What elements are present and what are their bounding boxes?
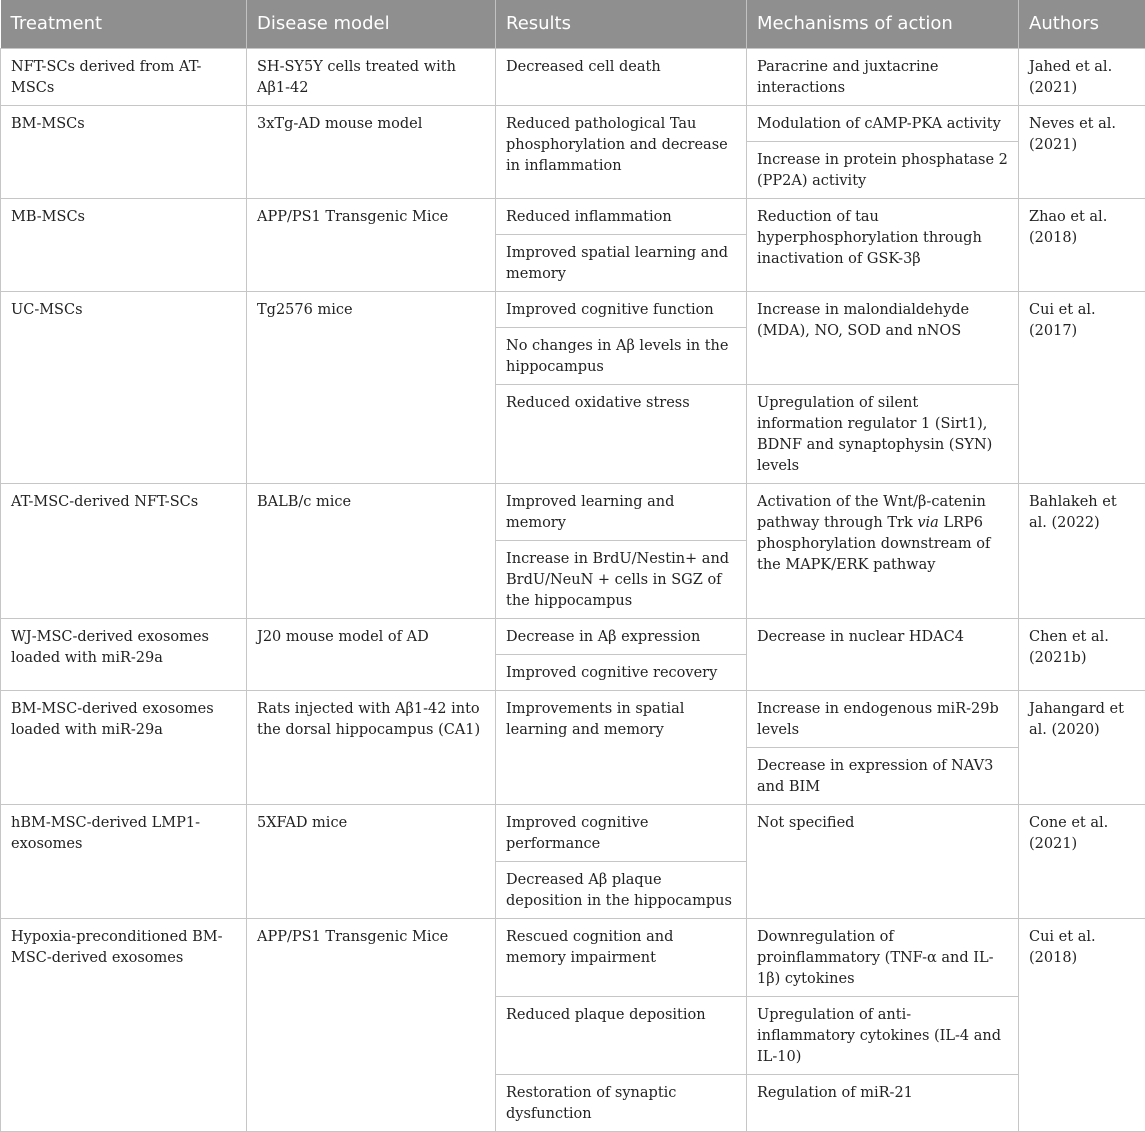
header-authors: Authors: [1019, 0, 1145, 48]
mechanism-cell: Paracrine and juxtacrine interactions: [747, 48, 1019, 105]
table-row: [1, 618, 1145, 654]
disease-model-cell: Rats injected with Aβ1-42 into the dorsal hippocampus (CA1): [247, 690, 496, 804]
authors-cell: Cone et al. (2021): [1019, 804, 1145, 918]
authors-cell: Cui et al. (2017): [1019, 291, 1145, 483]
table-row: [1, 690, 1145, 747]
disease-model-cell: 3xTg-AD mouse model: [247, 105, 496, 198]
mechanism-via: via: [917, 515, 938, 531]
table-row: [1, 918, 1145, 996]
result-cell: Increase in BrdU/Nestin+ and BrdU/NeuN + cells in SGZ of the hippocampus: [496, 540, 747, 618]
result-cell: Reduced plaque deposition: [496, 996, 747, 1074]
result-cell: Decreased cell death: [496, 48, 747, 105]
result-cell: Reduced oxidative stress: [496, 384, 747, 483]
result-cell: Improved cognitive performance: [496, 804, 747, 861]
authors-cell: Zhao et al. (2018): [1019, 198, 1145, 291]
mechanism-cell: Reduction of tau hyperphosphorylation through inactivation of GSK-3β: [747, 198, 1019, 291]
disease-model-cell: SH-SY5Y cells treated with Aβ1-42: [247, 48, 496, 105]
mechanism-cell: Downregulation of proinflammatory (TNF-α and IL-1β) cytokines: [747, 918, 1019, 996]
result-cell: Improved learning and memory: [496, 483, 747, 540]
header-disease-model: Disease model: [247, 0, 496, 48]
treatment-cell: MB-MSCs: [1, 198, 247, 291]
header-results: Results: [496, 0, 747, 48]
mechanism-cell: Upregulation of anti-inflammatory cytokines (IL-4 and IL-10): [747, 996, 1019, 1074]
result-cell: Decreased Aβ plaque deposition in the hippocampus: [496, 861, 747, 918]
treatment-cell: BM-MSCs: [1, 105, 247, 198]
mechanism-cell: Decrease in nuclear HDAC4: [747, 618, 1019, 690]
table-row: [1, 483, 1145, 540]
table-row: [1, 105, 1145, 141]
header-mechanisms: Mechanisms of action: [747, 0, 1019, 48]
result-cell: Restoration of synaptic dysfunction: [496, 1074, 747, 1131]
mechanism-cell: Increase in protein phosphatase 2 (PP2A) activity: [747, 141, 1019, 198]
mechanism-text-rest: LRP6 phosphorylation downstream of the MAPK/ERK pathway: [757, 515, 990, 573]
authors-cell: Chen et al. (2021b): [1019, 618, 1145, 690]
treatment-cell: BM-MSC-derived exosomes loaded with miR-29a: [1, 690, 247, 804]
authors-cell: Jahed et al. (2021): [1019, 48, 1145, 105]
disease-model-cell: 5XFAD mice: [247, 804, 496, 918]
authors-cell: Bahlakeh et al. (2022): [1019, 483, 1145, 618]
result-cell: Improved cognitive function: [496, 291, 747, 327]
result-cell: Reduced inflammation: [496, 198, 747, 234]
mechanism-cell: Decrease in expression of NAV3 and BIM: [747, 747, 1019, 804]
mechanism-cell: Modulation of cAMP-PKA activity: [747, 105, 1019, 141]
authors-cell: Jahangard et al. (2020): [1019, 690, 1145, 804]
result-cell: Improved cognitive recovery: [496, 654, 747, 690]
table-row: [1, 291, 1145, 327]
authors-cell: Neves et al. (2021): [1019, 105, 1145, 198]
mechanism-cell: Increase in endogenous miR-29b levels: [747, 690, 1019, 747]
authors-cell: Cui et al. (2018): [1019, 918, 1145, 1131]
table-row: [1, 48, 1145, 105]
header-treatment: Treatment: [1, 0, 247, 48]
result-cell: Improvements in spatial learning and memory: [496, 690, 747, 804]
disease-model-cell: J20 mouse model of AD: [247, 618, 496, 690]
disease-model-cell: BALB/c mice: [247, 483, 496, 618]
mechanism-cell: Upregulation of silent information regulator 1 (Sirt1), BDNF and synaptophysin (SYN) levels: [747, 384, 1019, 483]
mechanism-text: Activation of the Wnt/β-catenin pathway through Trk: [757, 494, 986, 531]
result-cell: Rescued cognition and memory impairment: [496, 918, 747, 996]
treatment-cell: hBM-MSC-derived LMP1-exosomes: [1, 804, 247, 918]
mechanism-cell: [747, 483, 1019, 618]
result-cell: Reduced pathological Tau phosphorylation and decrease in inflammation: [496, 105, 747, 198]
disease-model-cell: APP/PS1 Transgenic Mice: [247, 198, 496, 291]
table-row: [1, 804, 1145, 861]
result-cell: Improved spatial learning and memory: [496, 234, 747, 291]
result-cell: Decrease in Aβ expression: [496, 618, 747, 654]
mechanism-cell: Regulation of miR-21: [747, 1074, 1019, 1131]
treatment-cell: UC-MSCs: [1, 291, 247, 483]
disease-model-cell: APP/PS1 Transgenic Mice: [247, 918, 496, 1131]
mechanism-cell: Increase in malondialdehyde (MDA), NO, SOD and nNOS: [747, 291, 1019, 384]
table-row: [1, 198, 1145, 234]
treatment-cell: WJ-MSC-derived exosomes loaded with miR-29a: [1, 618, 247, 690]
header-row: [1, 0, 1145, 48]
mechanism-cell: Not specified: [747, 804, 1019, 918]
treatment-cell: AT-MSC-derived NFT-SCs: [1, 483, 247, 618]
table-body: [1, 48, 1145, 1131]
result-cell: No changes in Aβ levels in the hippocampus: [496, 327, 747, 384]
table-header: [1, 0, 1145, 48]
treatment-cell: Hypoxia-preconditioned BM-MSC-derived exosomes: [1, 918, 247, 1131]
treatment-cell: NFT-SCs derived from AT-MSCs: [1, 48, 247, 105]
disease-model-cell: Tg2576 mice: [247, 291, 496, 483]
